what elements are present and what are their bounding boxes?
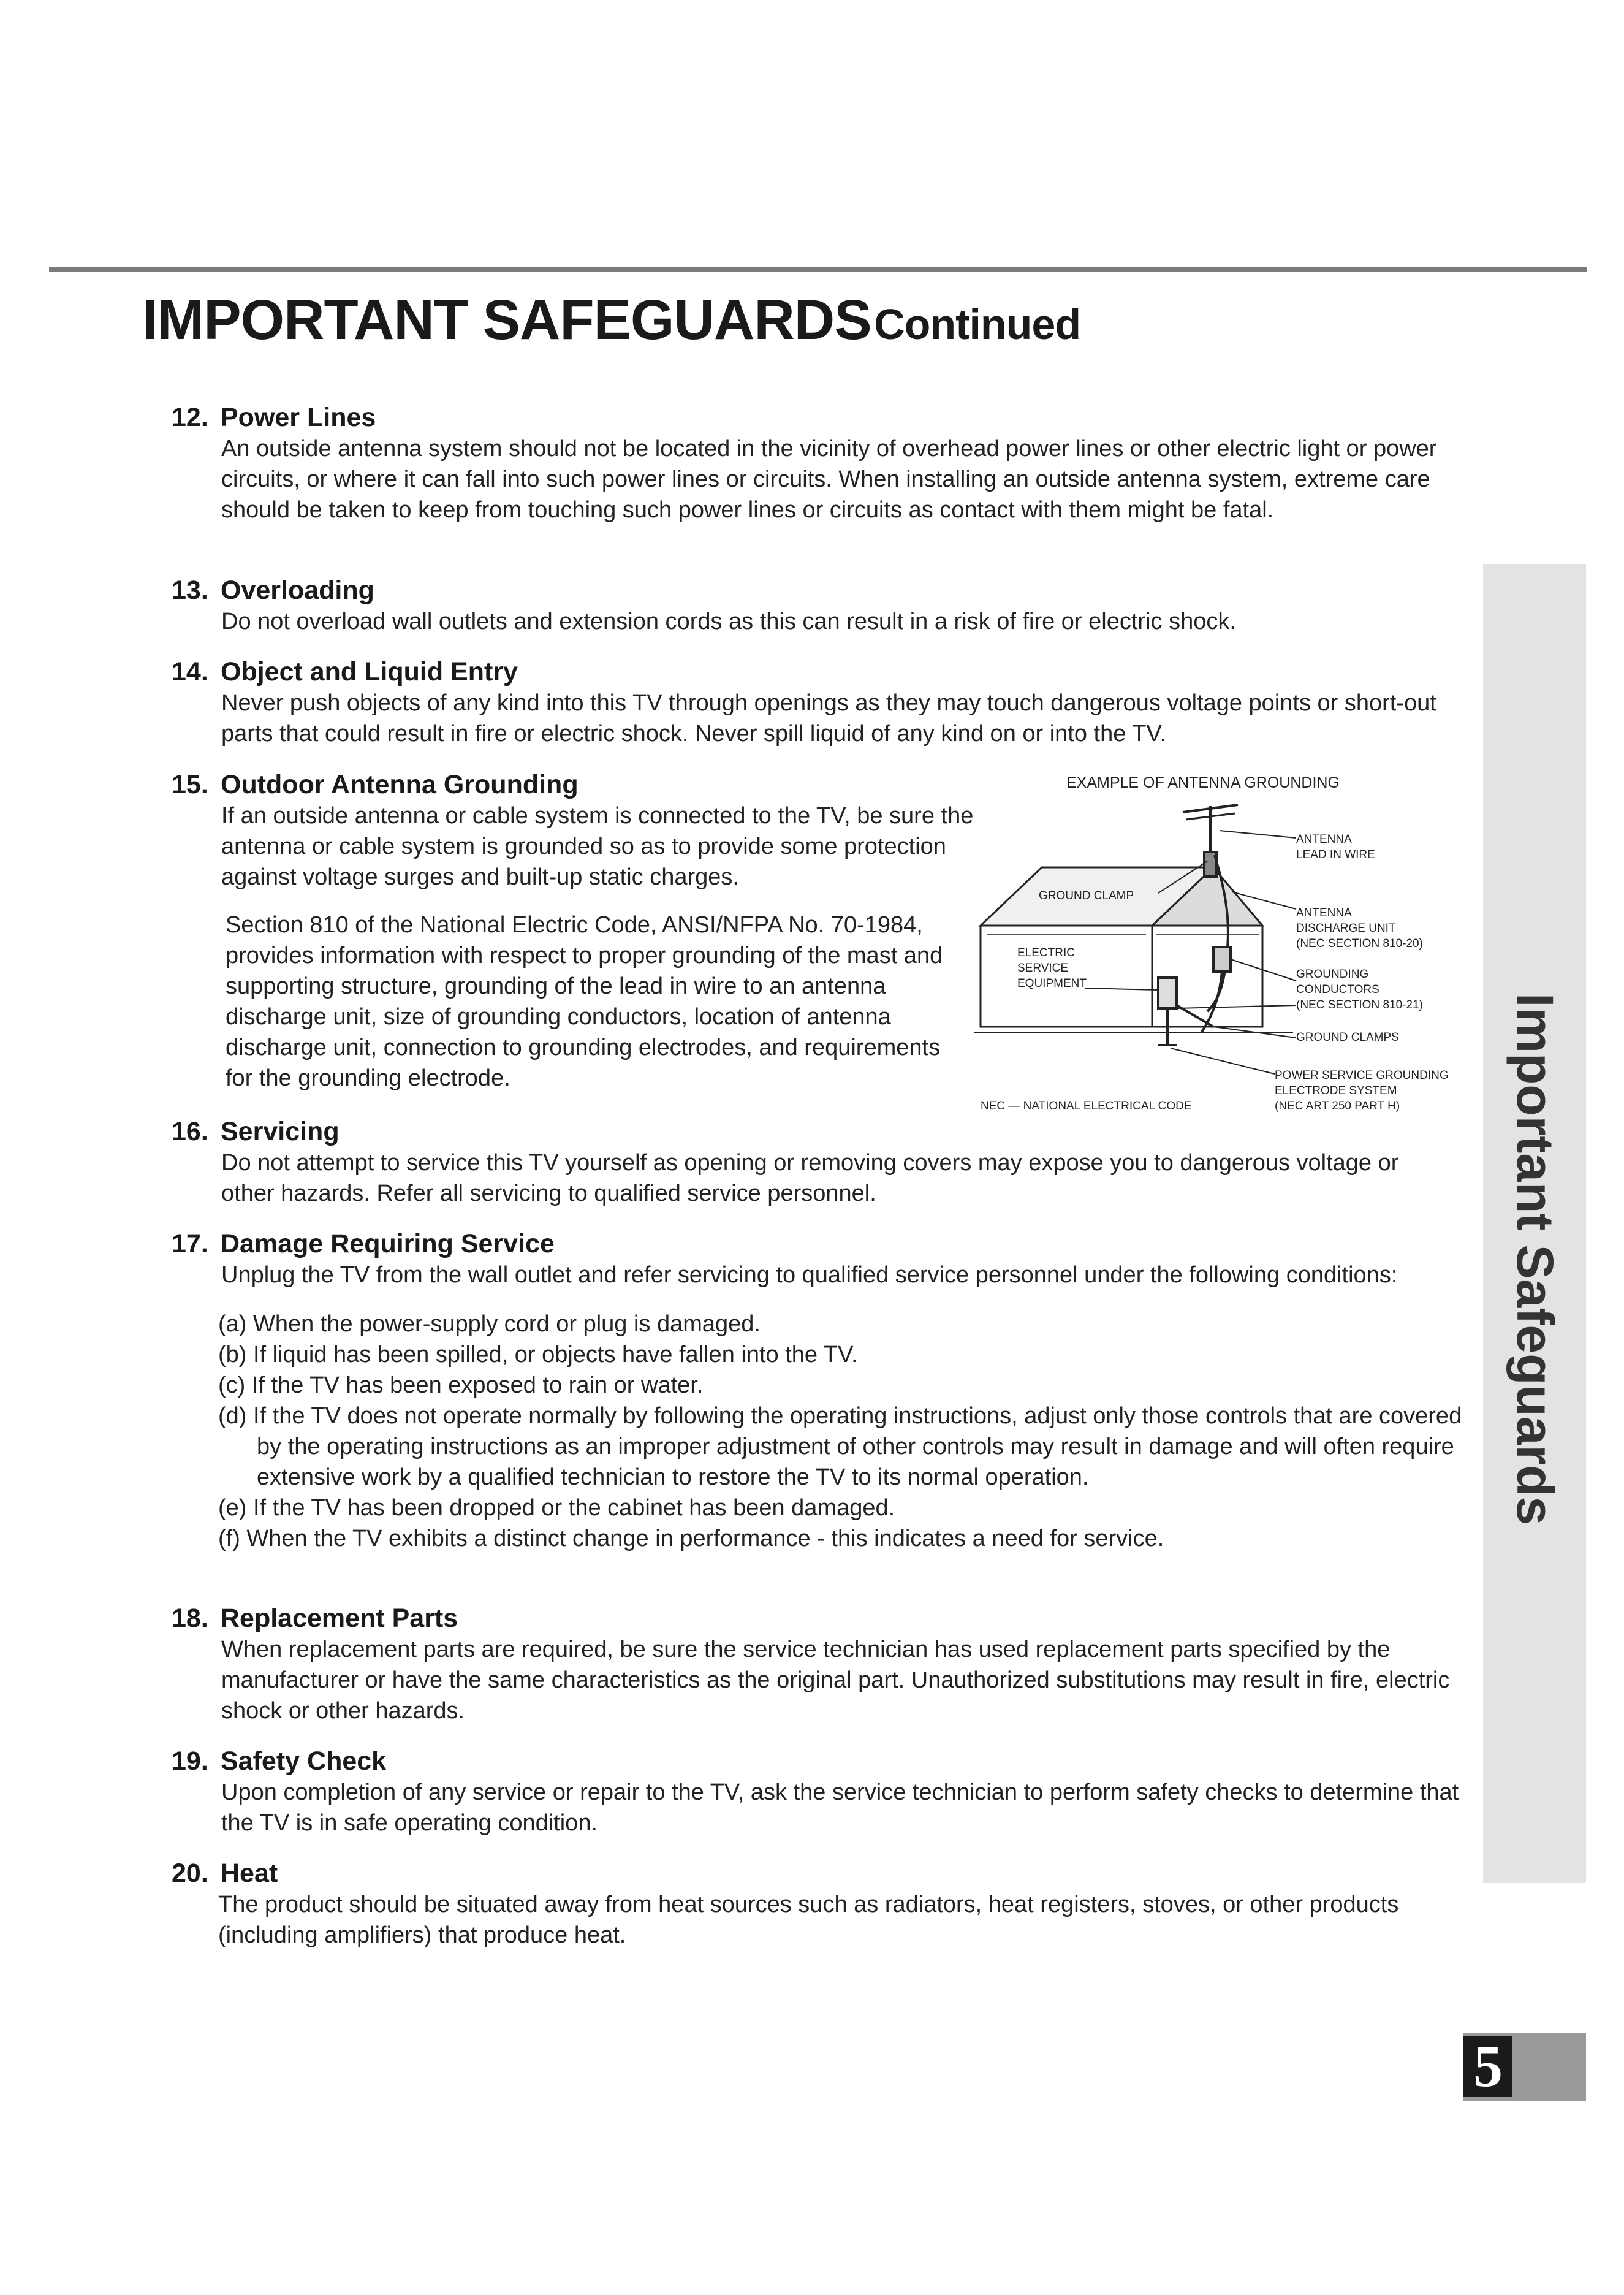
section-object-liquid-entry [172,656,1465,749]
antenna-grounding-diagram [974,769,1465,1128]
diagram-title: EXAMPLE OF ANTENNA GROUNDING [1066,774,1340,791]
section-text: Do not overload wall outlets and extension cords as this can result in a risk of fire or electric shock. [221,609,1236,634]
section-title: Damage Requiring Service [221,1229,555,1258]
section-outdoor-antenna-grounding [172,769,981,1094]
label-antenna-lead-wire: LEAD IN WIRE [1296,848,1375,861]
list-item: (f) When the TV exhibits a distinct change in performance - this indicates a need for service. [218,1526,1164,1551]
label-power-service: POWER SERVICE GROUNDING [1275,1069,1449,1082]
label-discharge-nec: (NEC SECTION 810-20) [1296,937,1423,950]
label-grounding: GROUNDING [1296,968,1369,981]
label-grounding-nec: (NEC SECTION 810-21) [1296,999,1423,1011]
section-overloading [172,574,1465,637]
section-number: 18. [172,1604,208,1633]
label-ground-clamps: GROUND CLAMPS [1296,1031,1399,1044]
section-heading [172,1857,1465,1889]
section-number: 12. [172,403,208,432]
condition-list [218,1309,1465,1554]
list-item: (d) If the TV does not operate normally by following the operating instructions, adjust only those controls that are covered by the operating instructions as an improper adjustment of other controls may result in damage and will often require extensive work by a qualified technician to restore the TV to its normal operation. [218,1403,1462,1490]
section-heading [172,1602,1465,1634]
section-number: 15. [172,770,208,799]
section-safety-check [172,1745,1465,1838]
section-text-2: Section 810 of the National Electric Code, ANSI/NFPA No. 70-1984, provides information with respect to proper grounding of the mast and supporting structure, grounding of the lead in wire to an antenna discharge unit, size of grounding conductors, location of antenna discharge unit, connection to grounding electrodes, and requirements for the grounding electrode. [226,912,943,1091]
section-heading [172,656,1465,688]
section-number: 16. [172,1117,208,1146]
section-text: If an outside antenna or cable system is connected to the TV, be sure the antenna or cable system is grounded so as to provide some protection against voltage surges and built-up static charges. [221,803,974,890]
section-heading [172,1745,1465,1777]
label-electric-equipment: EQUIPMENT [1017,977,1087,990]
section-number: 19. [172,1746,208,1776]
label-electric-service: SERVICE [1017,962,1069,975]
section-heading [172,402,1465,433]
label-electric: ELECTRIC [1017,946,1075,959]
section-heat [172,1857,1465,1951]
section-replacement-parts [172,1602,1465,1726]
page-title-main: IMPORTANT SAFEGUARDS [142,289,871,351]
label-power-nec: (NEC ART 250 PART H) [1275,1100,1400,1113]
section-title: Outdoor Antenna Grounding [221,770,579,799]
section-number: 20. [172,1859,208,1888]
label-nec-legend: NEC — NATIONAL ELECTRICAL CODE [981,1100,1192,1113]
section-text: An outside antenna system should not be located in the vicinity of overhead power lines or other electric light or power circuits, or where it can fall into such power lines or circuits. When installing an outside antenna system, extreme care should be taken to keep from touching such power lines or circuits as contact with them might be fatal. [221,436,1437,523]
section-text: Upon completion of any service or repair to the TV, ask the service technician to perform safety checks to determine that the TV is in safe operating condition. [221,1779,1459,1836]
label-discharge-unit: DISCHARGE UNIT [1296,922,1396,935]
section-title: Servicing [221,1117,340,1146]
section-text: The product should be situated away from heat sources such as radiators, heat registers, stoves, or other products (including amplifiers) that produce heat. [218,1892,1399,1948]
label-discharge: ANTENNA [1296,907,1352,919]
section-title: Power Lines [221,403,376,432]
list-item: (a) When the power-supply cord or plug is damaged. [218,1311,761,1337]
page-number-box [1463,2033,1586,2101]
page-number: 5 [1463,2036,1512,2097]
section-title: Safety Check [221,1746,387,1776]
section-servicing [172,1116,1465,1209]
section-power-lines [172,402,1465,525]
section-text: When replacement parts are required, be sure the service technician has used replacement parts specified by the manufacturer or have the same characteristics as the original part. Unauthorized substitutions may result in fire, electric shock or other hazards. [221,1637,1450,1724]
section-text: Never push objects of any kind into this TV through openings as they may touch dangerous voltage points or short-out parts that could result in fire or electric shock. Never spill liquid of any kind on or into the TV. [221,690,1436,747]
list-item: (c) If the TV has been exposed to rain or water. [218,1372,704,1398]
label-ground-clamp: GROUND CLAMP [1039,889,1134,902]
section-number: 13. [172,576,208,605]
list-item: (e) If the TV has been dropped or the cabinet has been damaged. [218,1495,895,1521]
section-text: Do not attempt to service this TV yourself as opening or removing covers may expose you to dangerous voltage or other hazards. Refer all servicing to qualified service personnel. [221,1150,1399,1206]
list-item: (b) If liquid has been spilled, or objects have fallen into the TV. [218,1342,858,1368]
section-heading [172,574,1465,606]
section-heading [172,769,981,801]
section-damage-requiring-service [172,1228,1465,1577]
section-heading [172,1116,1465,1148]
section-title: Heat [221,1859,278,1888]
page-title [142,288,1080,352]
section-number: 14. [172,657,208,687]
page-title-continued: Continued [874,300,1081,348]
section-text: Unplug the TV from the wall outlet and refer servicing to qualified service personnel under the following conditions: [221,1262,1398,1288]
label-antenna-lead: ANTENNA [1296,833,1352,846]
section-number: 17. [172,1229,208,1258]
section-title: Replacement Parts [221,1604,458,1633]
label-grounding-conductors: CONDUCTORS [1296,983,1379,996]
label-electrode-system: ELECTRODE SYSTEM [1275,1084,1397,1097]
section-title: Object and Liquid Entry [221,657,518,687]
side-tab-label: Important Safeguards [1506,993,1564,1526]
section-title: Overloading [221,576,374,605]
section-heading [172,1228,1465,1260]
top-rule [49,267,1587,272]
